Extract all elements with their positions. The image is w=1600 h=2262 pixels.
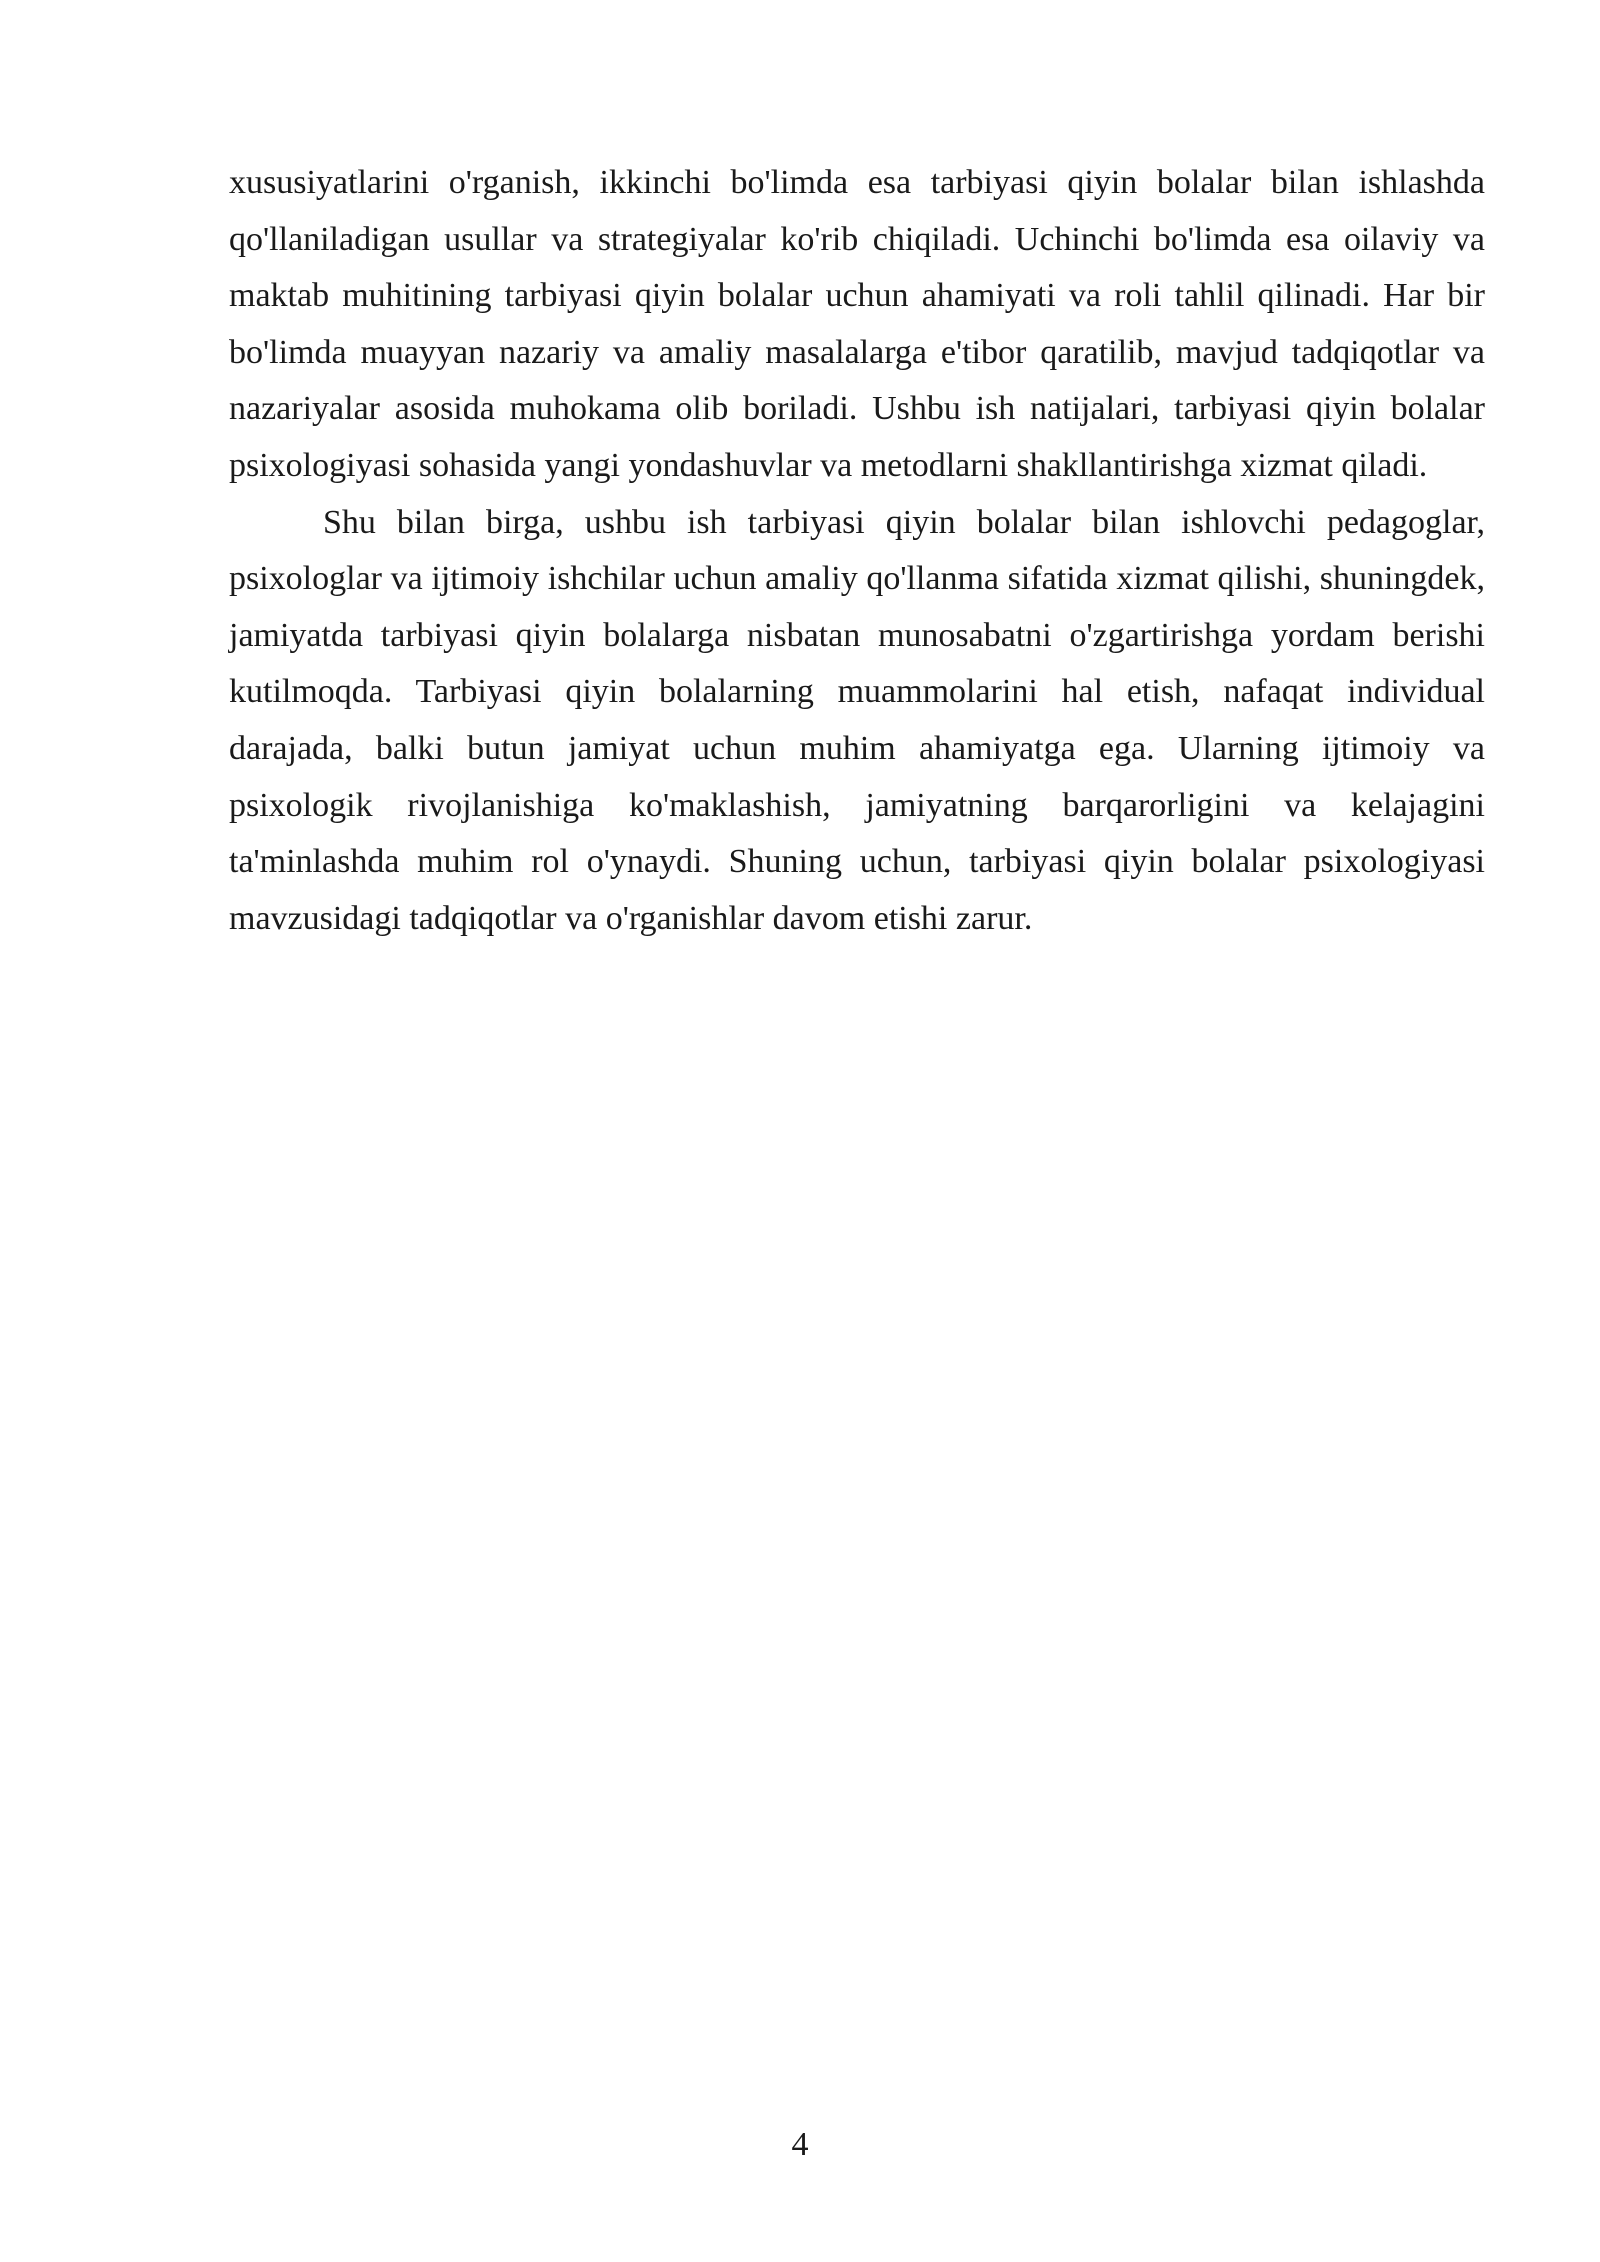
paragraph-indented: Shu bilan birga, ushbu ish tarbiyasi qiyin bolalar bilan ishlovchi pedagoglar, psixologlar va ijtimoiy ishchilar uchun amaliy qo'llanma sifatida xizmat qilishi, shuningdek, jamiyatda tarbiyasi qiyin bolalarga nisbatan munosabatni o'zgartirishga yordam berishi kutilmoqda. Tarbiyasi qiyin bolalarning muammolarini hal etish, nafaqat individual darajada, balki butun jamiyat uchun muhim ahamiyatga ega. Ularning ijtimoiy va psixologik rivojlanishiga ko'maklashish, jamiyatning barqarorligini va kelajagini ta'minlashda muhim rol o'ynaydi. Shuning uchun, tarbiyasi qiyin bolalar psixologiyasi mavzusidagi tadqiqotlar va o'rganishlar davom etishi zarur. <box>229 503 1485 937</box>
page-number: 4 <box>791 2126 809 2163</box>
paragraph-continuation: xususiyatlarini o'rganish, ikkinchi bo'limda esa tarbiyasi qiyin bolalar bilan ishlashda qo'llaniladigan usullar va strategiyalar ko'rib chiqiladi. Uchinchi bo'limda esa oilaviy va maktab muhitining tarbiyasi qiyin bolalar uchun ahamiyati va roli tahlil qilinadi. Har bir bo'limda muayyan nazariy va amaliy masalalarga e'tibor qaratilib, mavjud tadqiqotlar va nazariyalar asosida muhokama olib boriladi. Ushbu ish natijalari, tarbiyasi qiyin bolalar psixologiyasi sohasida yangi yondashuvlar va metodlarni shakllantirishga xizmat qiladi. <box>229 164 1485 484</box>
document-body <box>229 155 1485 947</box>
